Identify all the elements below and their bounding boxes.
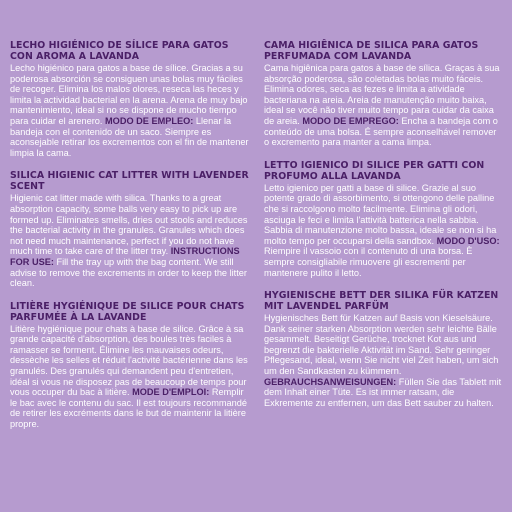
section-title: HYGIENISCHE BETT DER SILIKA FÜR KATZEN MIT LAVENDEL PARFÜM (264, 290, 499, 313)
usage-label: INSTRUCTIONS FOR USE: (10, 246, 240, 267)
section-it (264, 160, 504, 278)
section-body (10, 193, 250, 288)
section-title: LECHO HIGIÉNICO DE SÍLICE PARA GATOS CON AROMA A LAVANDA (10, 40, 229, 62)
description-text: Litière hygiénique pour chats à base de silice. Grâce à sa grande capacité d'absorption, des boules très faciles à ramasser se forment. Élimine les mauvaises odeurs, dessèche les selles et réduit l'activité bactérienne dans les granulés. Des granulés qui demandent peu d'entretien, idéal si vous ne disposez pas de beaucoup de temps pour vous occuper du bac à litière. (10, 323, 248, 398)
description-text: Letto igienico per gatti a base di silice. Grazie al suo potente grado di assorbimento, si ottengono delle palline che si raccolgono molto facilmente. Elimina gli odori, asciuga le feci e limita l'attività batterica nella sabbia. Sabbia di manutenzione molto bassa, ideale se non si ha molto tempo per occuparsi della sandbox. (264, 182, 497, 246)
usage-text: Encha a bandeja com o conteúdo de uma bolsa. É sempre aconselhável remover o excremento para manter a cama limpa. (264, 115, 498, 148)
section-body (10, 324, 250, 430)
section-title: CAMA HIGIÊNICA DE SILICA PARA GATOS PERFUMADA COM LAVANDA (264, 40, 479, 62)
usage-text: Llenar la bandeja con el contenido de un saco. Siempre es aconsejable retirar los excrementos con el fin de mantener limpia la cama. (10, 115, 249, 158)
usage-text: Remplir le bac avec le contenu du sac. Il est toujours recommandé de retirer les excréments dans le but de maintenir la litière propre. (10, 387, 247, 430)
description-text: Lecho higiénico para gatos a base de sílice. Gracias a su poderosa absorción se consiguen unas bolas muy fáciles de recoger. Elimina los malos olores, reseca las heces y limita la actividad bacterial en la arena. Arena de muy bajo mantenimiento, ideal si no se dispone de mucho tiempo para cuidar el arenero. (10, 63, 248, 126)
description-text: Hygienisches Bett für Katzen auf Basis von Kieselsäure. Dank seiner starken Absorption werden sehr leichte Bälle gesammelt. Beseitigt Gerüche, trocknet Kot aus und begrenzt die bakterielle Aktivität im Sand. Sehr geringer Pflegesand, ideal, wenn Sie nicht viel Zeit haben, um sich um den Sandkasten zu kümmern. (264, 313, 499, 377)
section-body (264, 63, 504, 148)
section-title: SILICA HIGIENIC CAT LITTER WITH LAVENDER SCENT (10, 170, 249, 193)
usage-text: Fill the tray up with the bag content. We still advise to remove the excrements in order to keep the litter clean. (10, 256, 247, 289)
left-column (10, 40, 250, 442)
section-body (264, 313, 504, 408)
section-title: LETTO IGIENICO DI SILICE PER GATTI CON PROFUMO ALLA LAVANDA (264, 159, 485, 182)
section-pt (264, 40, 504, 148)
section-es (10, 40, 250, 158)
section-fr (10, 301, 250, 430)
description-text: Higienic cat litter made with silica. Thanks to a great absorption capacity, some balls very easy to pick up are formed up. Eliminates smells, dries out stools and reduces the bacterial activity in the granules. Granules which does not need much maintenance, perfect if you do not have much time to take care of the litter tray. (10, 193, 248, 257)
section-body (264, 183, 504, 278)
usage-label: MODO D'USO: (436, 235, 500, 246)
usage-label: MODO DE EMPREGO: (302, 115, 399, 126)
usage-text: Füllen Sie das Tablett mit dem Inhalt einer Tüte. Es ist immer ratsam, die Exkremente zu entfernen, um das Bett sauber zu halten. (264, 376, 502, 408)
section-body (10, 63, 250, 158)
right-column (264, 40, 504, 420)
section-de (264, 290, 504, 408)
description-text: Cama higiênica para gatos à base de sílica. Graças à sua absorção poderosa, são coletadas bolas muito fáceis. Elimina odores, seca as fezes e limita a atividade bacteriana na areia. Areia de manutenção muito baixa, ideal se você não tiver muito tempo para cuidar da caixa de areia. (264, 63, 500, 126)
section-title: LITIÈRE HYGIÉNIQUE DE SILICE POUR CHATS PARFUMÉE À LA LAVANDE (10, 300, 245, 323)
usage-label: GEBRAUCHSANWEISUNGEN: (264, 376, 397, 387)
section-en (10, 170, 250, 288)
usage-label: MODE D'EMPLOI: (132, 387, 210, 398)
usage-text: Riempire il vassoio con il contenuto di una borsa. È sempre consigliabile rimuovere gli escrementi per mantenere pulito il letto. (264, 246, 473, 278)
usage-label: MODO DE EMPLEO: (105, 115, 194, 126)
